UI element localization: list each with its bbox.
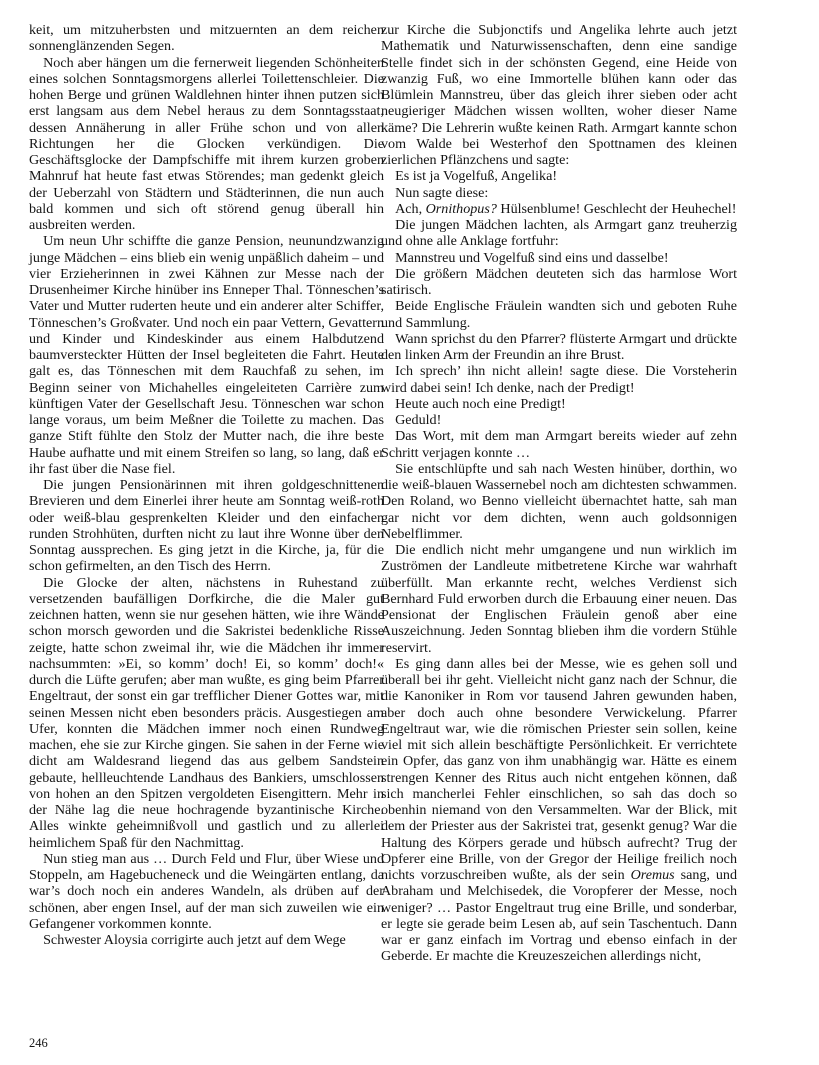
paragraph: Beide Englische Fräulein wandten sich und geboten Ruhe und Sammlung. [381,298,737,331]
paragraph: Die Glocke der alten, nächstens in Ruhestand zu versetzenden baufälligen Dorfkirche, die die Maler gut zeichnen hatten, wenn sie nur gesehen hätten, wie ihre Wände schon morsch geworden und die Sakristei bedenkliche Risse zeigte, hatte schon zweimal ihr, wie die Mädchen ihr immer nachsummten: »Ei, so komm’ doch! Ei, so komm’ doch!« durch die Lüfte gerufen; aber man wußte, es ging beim Pfarrer Engeltraut, der sonst ein gar trefflicher Diener Gottes war, mit seinen Messen nicht eben besonders präcis. Ausgestiegen am Ufer, konnten die Mädchen immer noch einen Rundweg machen, ehe sie zur Kirche gingen. Sie sahen in der Ferne wie dicht am Waldesrand liegend das aus gelbem Sandstein gebaute, hellleuchtende Landhaus des Bankiers, umschlossen von hohen an den Spitzen vergoldeten Eisengittern. Mehr in der Nähe lag die neue hochragende byzantinische Kirche. Alles winkte geheimnißvoll und gastlich und zu allerlei heimlichem Spaß für den Nachmittag. [29,574,384,851]
italic-term: Oremus [630,867,675,883]
paragraph: Sie entschlüpfte und sah nach Westen hinüber, dorthin, wo die weiß-blauen Wassernebel noch am dichtesten schwammen. Den Roland, wo Benno vielleicht übernachtet hatte, sah man gar nicht vor dem dichten, wenn auch goldsonnigen Nebelflimmer. [381,460,737,542]
paragraph: Die jungen Pensionärinnen mit ihren goldgeschnittenen Brevieren und dem Einerlei ihrer heute am Sonntag weiß-roth oder weiß-blau gesprenkelten Kleider und den einfachen runden Strohhüten, durften nicht zu laut ihre Wonne über den Sonntag aussprechen. Es ging jetzt in die Kirche, ja, für die schon gefirmelten, an den Tisch des Herrn. [29,477,384,575]
paragraph: Ich sprech’ ihn nicht allein! sagte diese. Die Vorsteherin wird dabei sein! Ich denke, nach der Predigt! [381,363,737,396]
italic-term: Ornithopus? [425,200,497,217]
paragraph: Die größern Mädchen deuteten sich das harmlose Wort satirisch. [381,265,737,298]
text-span: sang, und Abraham und Melchisedek, die Voropferer der Messe, noch weniger? … Pastor Engeltraut trug eine Brille, und sonderbar, er legte sie gerade beim Lesen ab, auf sein Taschentuch. Dann war er ganz einfach im Vortrag und ebenso einfach in der Geberde. Er machte die Kreuzeszeichen allerdings nicht, [381,867,738,965]
paragraph: Wann sprichst du den Pfarrer? flüsterte Armgart und drückte den linken Arm der Freundin an ihre Brust. [381,330,737,363]
left-column [29,22,384,948]
dialogue-line: Nun sagte diese: [395,184,489,201]
dialogue-line: Heute auch noch eine Predigt! [395,395,566,412]
paragraph: Das Wort, mit dem man Armgart bereits wieder auf zehn Schritt verjagen konnte … [381,428,737,461]
dialogue-line [381,201,737,217]
paragraph: Die jungen Mädchen lachten, als Armgart ganz treuherzig und ohne alle Anklage fortfuhr: [381,217,737,250]
text-span: Ach, [395,200,426,217]
paragraph: Nun stieg man aus … Durch Feld und Flur, über Wiese und Stoppeln, am Hagebucheneck und die Weingärten entlang, da war’s doch noch ein anderes Wandeln, als drüben auf der schönen, aber engen Insel, auf der man sich zuweilen wie ein Gefangener vorkommen konnte. [29,850,384,932]
paragraph: Um neun Uhr schiffte die ganze Pension, neunundzwanzig junge Mädchen – eins blieb ein wenig unpäßlich daheim – und vier Erzieherinnen in zwei Kähnen zur Messe nach der Drusenheimer Kirche hinüber ins Enneper Thal. Tönneschen’s Vater und Mutter ruderten heute und ein anderer alter Schiffer, Tönneschen’s Großvater. Und noch ein paar Vettern, Gevattern und Kinder und Kindeskinder aus einem Halbdutzend baumversteckter Hütten der Insel begleiteten die Fahrt. Heute galt es, das Tönneschen mit dem Rauchfaß zu sehen, im Beginn seiner von Michahelles eingeleiteten Carrière zum künftigen Vater der Gesellschaft Jesu. Tönneschen war schon lange voraus, um beim Meßner die Toilette zu machen. Das ganze Stift fühlte den Stolz der Mutter nach, die ihre beste Haube aufhatte und mit einem Streifen so lang, so lang, daß er ihr fast über die Nase fiel. [29,233,384,477]
dialogue-line: Es ist ja Vogelfuß, Angelika! [395,168,558,185]
dialogue-line: Mannstreu und Vogelfuß sind eins und dasselbe! [395,249,669,266]
text-span: Es ging dann alles bei der Messe, wie es gehen soll und überall bei ihr geht. Vielleicht nicht ganz nach der Schnur, die die Kanoniker in Rom vor tausend Jahren gewunden haben, aber doch auch ohne besondere Verwickelung. Pfarrer Engeltraut war, wie die römischen Priester sein sollen, keine viel mit sich allein beschäftigte Persönlichkeit. Er verrichtete ein Opfer, das ganz von ihm unabhängig war. Hätte es einem strengen Kenner des Ritus auch nicht entgehen können, daß sich mancherlei Fehler einschlichen, so sah das doch so obenhin niemand von den Versammelten. War der Blick, mit dem der Priester aus der Sakristei trat, gesenkt genug? War die Haltung des Körpers gerade und hübsch aufrecht? Trug der Opferer eine Brille, von der Gregor der Heilige freilich noch nichts vorzuschreiben wußte, als der sein [381,655,737,883]
page-number: 246 [29,1036,48,1050]
paragraph: zur Kirche die Subjonctifs und Angelika lehrte auch jetzt Mathematik und Naturwissenschaften, denn eine sandige Stelle findet sich in der schönsten Gegend, eine Heide von zwanzig Fuß, wo eine Immortelle blühen kann oder das Blümlein Mannstreu, über das gleich ihrer sieben oder acht neugieriger Mädchen wissen wollten, woher dieser Name käme? Die Lehrerin wußte keinen Rath. Armgart kannte schon vom Walde bei Westerhof den Spottnamen des kleinen zierlichen Pflänzchens und sagte: [381,22,737,168]
dialogue-line: Geduld! [395,412,442,428]
right-column [381,22,737,965]
paragraph: Schwester Aloysia corrigirte auch jetzt auf dem Wege [43,932,346,948]
paragraph: keit, um mitzuherbsten und mitzuernten an dem reichen sonnenglänzenden Segen. [29,22,384,55]
text-span: Hülsenblume! Geschlecht der Heuhechel! [496,200,737,217]
paragraph: Noch aber hängen um die fernerweit liegenden Schönheiten eines solchen Sonntagsmorgens allerlei Toilettenschleier. Die hohen Berge und grünen Waldlehnen hinter ihnen putzen sich erst langsam aus dem Nebel heraus zu dem Sonntagsstaat, dessen Annäherung in aller Frühe schon und von allen Richtungen her die Glocken verkündigen. Die Geschäftsglocke der Dampfschiffe mit ihrem kurzen groben Mahnruf hat heute fast etwas Störendes; man gedenkt gleich der Ueberzahl von Städtern und Städterinnen, die nun auch bald kommen und sich oft störend genug überall hin ausbreiten werden. [29,54,384,233]
paragraph [381,656,737,965]
paragraph: Die endlich nicht mehr umgangene und nun wirklich im Zuströmen der Landleute mitbetretene Kirche war wahrhaft überfüllt. Man erkannte recht, welches Verdienst sich Bernhard Fuld erworben durch die Erbauung einer neuen. Das Pensionat der Englischen Fräulein genoß aber eine Auszeichnung. Jeden Sonntag blieben ihm die vordern Stühle reservirt. [381,542,737,656]
